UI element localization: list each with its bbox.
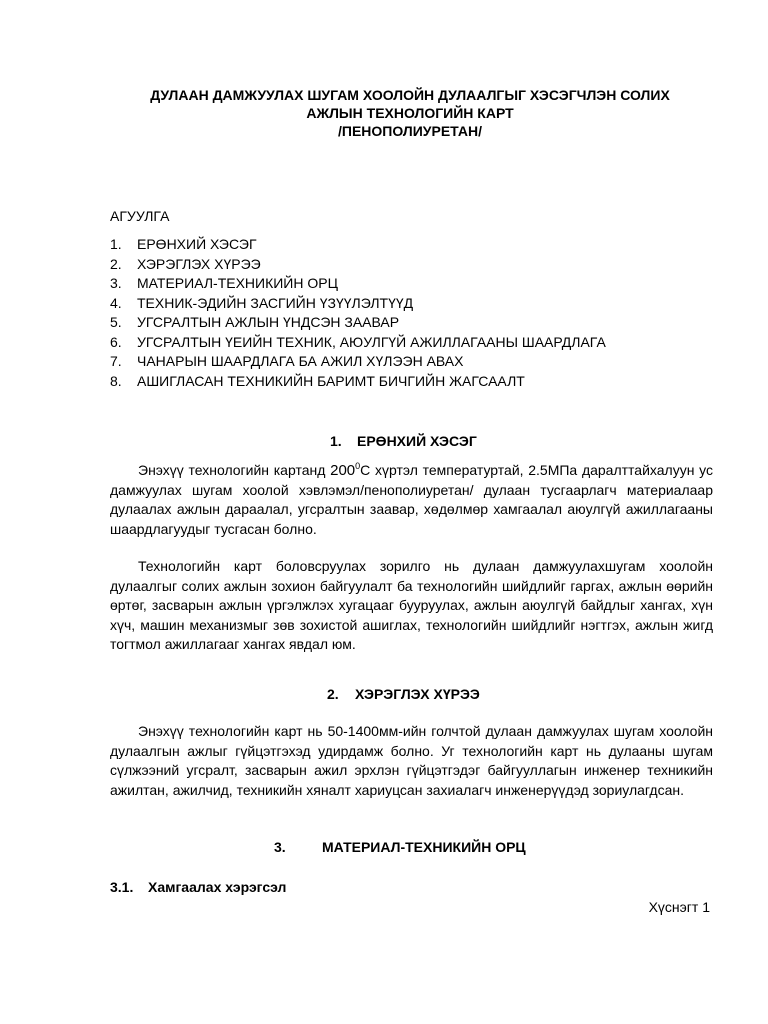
toc-item xyxy=(110,274,606,294)
toc-item-number: 4. xyxy=(110,294,122,311)
toc-item xyxy=(110,352,606,372)
section-2-number: 2. xyxy=(327,686,339,702)
toc-item-label: МАТЕРИАЛ-ТЕХНИКИЙН ОРЦ xyxy=(137,275,338,291)
title-line-1: ДУЛААН ДАМЖУУЛАХ ШУГАМ ХООЛОЙН ДУЛААЛГЫГ ХЭСЭГЧЛЭН СОЛИХ xyxy=(150,87,670,103)
toc-item-number: 5. xyxy=(110,314,122,330)
toc-item-number: 3. xyxy=(110,275,122,291)
toc-item-label: УГСРАЛТЫН ҮЕИЙН ТЕХНИК, АЮУЛГҮЙ АЖИЛЛАГААНЫ ШААРДЛАГА xyxy=(137,333,606,350)
toc-heading: АГУУЛГА xyxy=(110,208,170,224)
toc-item xyxy=(110,372,606,392)
toc-item-label: ЧАНАРЫН ШААРДЛАГА БА АЖИЛ ХҮЛЭЭН АВАХ xyxy=(137,353,464,369)
toc-item xyxy=(110,235,606,255)
toc-item-number: 1. xyxy=(110,236,122,252)
toc-item-number: 6. xyxy=(110,333,122,350)
toc-item xyxy=(110,333,606,353)
section-2-title: ХЭРЭГЛЭХ ХҮРЭЭ xyxy=(355,686,480,702)
toc-item xyxy=(110,255,606,275)
table-caption: Хүснэгт 1 xyxy=(648,899,710,915)
temperature-value xyxy=(330,462,360,479)
degree-superscript: 0 xyxy=(355,461,361,471)
title-line-3: /ПЕНОПОЛИУРЕТАН/ xyxy=(338,123,482,139)
toc-item-label: ЕРӨНХИЙ ХЭСЭГ xyxy=(137,236,257,252)
toc-item-label: ХЭРЭГЛЭХ ХҮРЭЭ xyxy=(137,255,261,272)
section-1-number: 1. xyxy=(330,433,342,449)
paragraph-text: Энэхүү технологийн картанд xyxy=(138,462,331,478)
toc-item-label: АШИГЛАСАН ТЕХНИКИЙН БАРИМТ БИЧГИЙН ЖАГСААЛТ xyxy=(137,372,525,389)
title-line-2: АЖЛЫН ТЕХНОЛОГИЙН КАРТ xyxy=(306,105,514,121)
subsection-title: Хамгаалах хэрэгсэл xyxy=(148,879,287,895)
toc-item-number: 8. xyxy=(110,372,122,389)
toc-item xyxy=(110,294,606,314)
section-1-paragraph-2: Технологийн карт боловсруулах зорилго нь дулаан дамжуулахшугам хоолойн дулаалгыг солих ажлын зохион байгуулалт ба технологийн шийдлийг гаргах, ажлын өөрийн өртөг, засварын ажлын үргэлжлэх хугацааг бууруулах, ажлын аюулгүй байдлыг хангах, хүн хүч, машин механизмыг зөв зохистой ашиглах, технологийн шийдлийг нэгтгэх, ажлын жигд тогтмол ажиллагааг хангах явдал юм. xyxy=(110,558,713,652)
section-1-heading xyxy=(330,432,477,450)
toc-item-number: 2. xyxy=(110,255,122,272)
toc-item-label: ТЕХНИК-ЭДИЙН ЗАСГИЙН ҮЗҮҮЛЭЛТҮҮД xyxy=(137,294,414,311)
subsection-number: 3.1. xyxy=(110,879,134,895)
document-title xyxy=(60,86,760,140)
section-3-heading xyxy=(274,838,526,856)
toc-item-label: УГСРАЛТЫН АЖЛЫН ҮНДСЭН ЗААВАР xyxy=(137,314,400,330)
section-3-number: 3. xyxy=(274,839,286,855)
section-2-heading xyxy=(327,685,480,703)
section-2-paragraph-1: Энэхүү технологийн карт нь 50-1400мм-ийн голчтой дулаан дамжуулах шугам хоолойн дулаалгын ажлыг гүйцэтгэхэд удирдамж болно. Уг технологийн карт нь дулааны шугам сүлжээний угсралт, засварын ажил эрхлэн гүйцэтгэдэг байгууллагын инженер техникийн ажилтан, ажилчид, техникийн хяналт хариуцсан захиалагч инженерүүдэд зориулагдсан. xyxy=(110,723,713,798)
paragraph-text: С хүртэл температуртай, 2.5МПа даралттайхалуун ус дамжуулах шугам хоолой хэвлэмэл/пенополиуретан/ дулаан тусгаарлагч материалаар дулаалах ажлын дараалал, угсралтын заавар, хөдөлмөр хамгаалал аюулгүй ажиллагааны шаардлагуудыг тусгасан болно. xyxy=(110,462,713,537)
table-of-contents xyxy=(110,235,606,391)
temperature-number: 200 xyxy=(330,462,356,479)
toc-item xyxy=(110,313,606,333)
section-3-title: МАТЕРИАЛ-ТЕХНИКИЙН ОРЦ xyxy=(322,839,526,855)
toc-item-number: 7. xyxy=(110,353,122,369)
section-1-paragraph-1 xyxy=(110,461,713,539)
section-1-title: ЕРӨНХИЙ ХЭСЭГ xyxy=(357,433,477,449)
subsection-3-1-heading xyxy=(110,878,286,896)
